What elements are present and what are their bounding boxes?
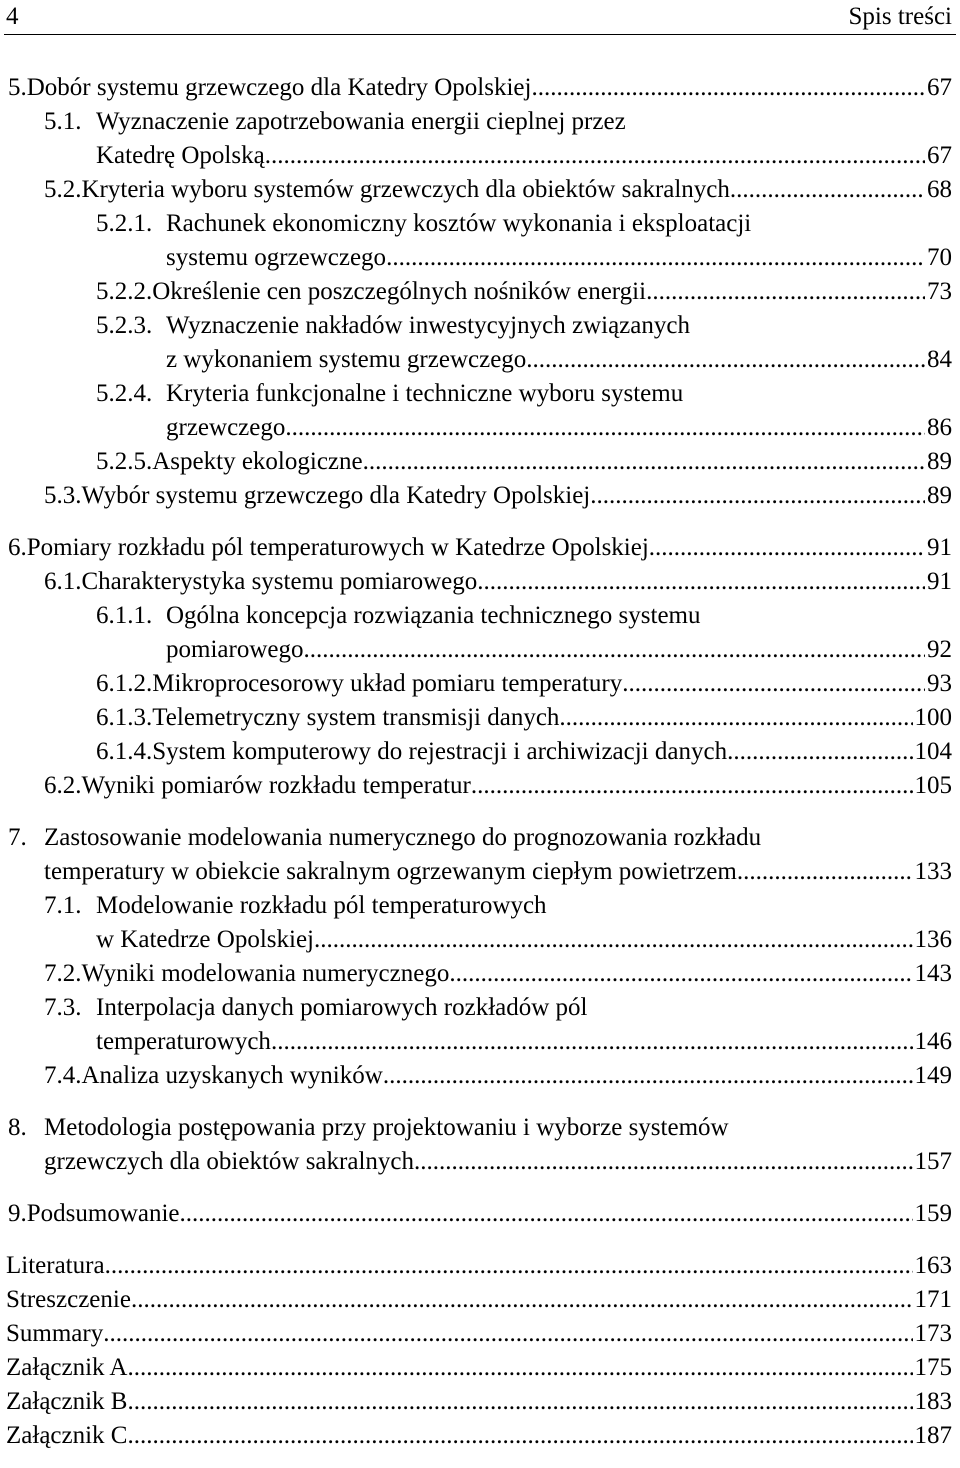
toc-page-number: 173 xyxy=(914,1320,952,1347)
toc-entry[interactable] xyxy=(0,1351,960,1385)
toc-leader-dots xyxy=(649,531,925,565)
toc-entry-number: 5.2. xyxy=(44,176,82,203)
toc-entry[interactable] xyxy=(0,531,960,565)
toc-entry-title: Literatura xyxy=(6,1252,105,1279)
toc-entry[interactable] xyxy=(0,309,960,377)
toc-entry-title: Podsumowanie xyxy=(26,1200,180,1227)
table-of-contents xyxy=(0,71,960,1453)
toc-page-number: 89 xyxy=(927,482,952,509)
toc-entry-title: Załącznik B xyxy=(6,1388,128,1415)
toc-leader-dots xyxy=(127,1351,912,1385)
toc-page-number: 171 xyxy=(914,1286,952,1313)
toc-page-number: 146 xyxy=(914,1028,952,1055)
toc-page-number: 86 xyxy=(927,414,952,441)
toc-entry-line xyxy=(44,991,952,1025)
toc-entry-title: System komputerowy do rejestracji i archiwizacji danych xyxy=(152,738,728,765)
toc-entry-title: Załącznik C xyxy=(6,1422,128,1449)
toc-leader-dots xyxy=(526,343,925,377)
toc-entry-number: 5.2.5. xyxy=(96,448,153,475)
toc-entry-title: Summary xyxy=(6,1320,104,1347)
toc-entry-title: Dobór systemu grzewczego dla Katedry Opolskiej xyxy=(26,74,532,101)
toc-page-number: 157 xyxy=(914,1148,952,1175)
toc-entry-line xyxy=(8,531,952,565)
toc-entry-line xyxy=(166,241,952,275)
toc-leader-dots xyxy=(737,855,913,889)
toc-entry-number: 6.1.3. xyxy=(96,704,153,731)
running-title: Spis treści xyxy=(848,3,952,30)
toc-entry-number: 6.1. xyxy=(44,568,82,595)
toc-entry[interactable] xyxy=(0,1197,960,1231)
toc-entry-title: Wybór systemu grzewczego dla Katedry Opolskiej xyxy=(81,482,591,509)
toc-entry-number: 5.2.2. xyxy=(96,278,153,305)
toc-entry-number: 6.2. xyxy=(44,772,82,799)
toc-entry-line xyxy=(96,667,952,701)
toc-page-number: 163 xyxy=(914,1252,952,1279)
toc-page-number: 67 xyxy=(927,74,952,101)
toc-entry-title: Charakterystyka systemu pomiarowego xyxy=(81,568,478,595)
toc-entry[interactable] xyxy=(0,1249,960,1283)
toc-entry[interactable] xyxy=(0,1111,960,1179)
toc-page-number: 187 xyxy=(914,1422,952,1449)
toc-entry[interactable] xyxy=(0,479,960,513)
toc-entry-title: Ogólna koncepcja rozwiązania technicznego systemu xyxy=(166,602,701,629)
toc-page-number: 73 xyxy=(927,278,952,305)
toc-page-number: 175 xyxy=(914,1354,952,1381)
toc-entry-line xyxy=(44,565,952,599)
toc-entry-line xyxy=(44,855,952,889)
toc-entry-line xyxy=(96,275,952,309)
toc-entry[interactable] xyxy=(0,991,960,1059)
toc-entry-line xyxy=(6,1283,952,1317)
toc-entry[interactable] xyxy=(0,667,960,701)
toc-entry-title: Modelowanie rozkładu pól temperaturowych xyxy=(96,892,547,919)
toc-page-number: 136 xyxy=(914,926,952,953)
toc-leader-dots xyxy=(471,769,913,803)
toc-leader-dots xyxy=(303,633,925,667)
section-spacer xyxy=(0,803,960,821)
toc-entry-line xyxy=(44,1145,952,1179)
toc-entry[interactable] xyxy=(0,889,960,957)
toc-entry[interactable] xyxy=(0,377,960,445)
toc-entry-title: Wyznaczenie zapotrzebowania energii cieplnej przez xyxy=(96,108,626,135)
toc-entry[interactable] xyxy=(0,565,960,599)
toc-entry-title: Wyznaczenie nakładów inwestycyjnych związanych xyxy=(166,312,690,339)
page-header xyxy=(0,0,960,36)
toc-page-number: 70 xyxy=(927,244,952,271)
toc-leader-dots xyxy=(727,735,912,769)
toc-entry-number: 6.1.4. xyxy=(96,738,153,765)
toc-entry-title: Metodologia postępowania przy projektowaniu i wyborze systemów xyxy=(44,1114,729,1141)
toc-entry-title: z wykonaniem systemu grzewczego xyxy=(166,346,527,373)
toc-entry-title: Rachunek ekonomiczny kosztów wykonania i eksploatacji xyxy=(166,210,752,237)
toc-entry-line xyxy=(166,343,952,377)
toc-page-number: 93 xyxy=(927,670,952,697)
toc-entry-line xyxy=(44,173,952,207)
section-spacer xyxy=(0,1179,960,1197)
toc-leader-dots xyxy=(590,479,925,513)
toc-entry-number: 5.2.1. xyxy=(96,210,153,237)
toc-entry-line xyxy=(96,309,952,343)
toc-page-number: 183 xyxy=(914,1388,952,1415)
toc-entry-line xyxy=(96,445,952,479)
toc-entry-line xyxy=(96,377,952,411)
toc-entry-title: w Katedrze Opolskiej xyxy=(96,926,314,953)
toc-entry-title: Aspekty ekologiczne xyxy=(152,448,363,475)
toc-entry-title: grzewczego xyxy=(166,414,286,441)
header-rule xyxy=(4,34,956,35)
toc-leader-dots xyxy=(271,1025,913,1059)
toc-leader-dots xyxy=(531,71,925,105)
toc-entry-number: 7.1. xyxy=(44,892,82,919)
toc-entry[interactable] xyxy=(0,275,960,309)
toc-entry-line xyxy=(6,1419,952,1453)
toc-entry[interactable] xyxy=(0,769,960,803)
toc-entry-number: 5.2.3. xyxy=(96,312,153,339)
toc-entry[interactable] xyxy=(0,1385,960,1419)
toc-entry-title: Katedrę Opolską xyxy=(96,142,265,169)
section-spacer xyxy=(0,1093,960,1111)
toc-entry-line xyxy=(8,1197,952,1231)
toc-entry-title: temperatury w obiekcie sakralnym ogrzewanym ciepłym powietrzem xyxy=(44,858,737,885)
toc-entry-number: 9. xyxy=(8,1200,27,1227)
toc-entry[interactable] xyxy=(0,105,960,173)
toc-leader-dots xyxy=(622,667,925,701)
toc-entry-line xyxy=(6,1351,952,1385)
toc-leader-dots xyxy=(180,1197,913,1231)
toc-page-number: 159 xyxy=(914,1200,952,1227)
toc-entry-title: Pomiary rozkładu pól temperaturowych w Katedrze Opolskiej xyxy=(26,534,649,561)
toc-entry-title: Wyniki pomiarów rozkładu temperatur xyxy=(81,772,471,799)
toc-entry-title: Kryteria funkcjonalne i techniczne wyboru systemu xyxy=(166,380,684,407)
toc-leader-dots xyxy=(646,275,925,309)
toc-entry-title: Interpolacja danych pomiarowych rozkładów pól xyxy=(96,994,588,1021)
toc-page-number: 89 xyxy=(927,448,952,475)
toc-page-number: 100 xyxy=(914,704,952,731)
toc-entry-line xyxy=(44,479,952,513)
toc-entry-line xyxy=(6,1249,952,1283)
toc-entry-title: Zastosowanie modelowania numerycznego do prognozowania rozkładu xyxy=(44,824,762,851)
toc-entry[interactable] xyxy=(0,735,960,769)
toc-entry-number: 6. xyxy=(8,534,27,561)
toc-leader-dots xyxy=(314,923,913,957)
toc-entry[interactable] xyxy=(0,173,960,207)
toc-leader-dots xyxy=(363,445,925,479)
toc-entry-title: pomiarowego xyxy=(166,636,304,663)
section-spacer xyxy=(0,1231,960,1249)
toc-leader-dots xyxy=(105,1249,913,1283)
toc-entry-number: 5.3. xyxy=(44,482,82,509)
toc-entry[interactable] xyxy=(0,599,960,667)
toc-entry-line xyxy=(44,105,952,139)
toc-entry-title: Streszczenie xyxy=(6,1286,131,1313)
section-spacer xyxy=(0,513,960,531)
toc-page-number: 143 xyxy=(914,960,952,987)
toc-leader-dots xyxy=(477,565,925,599)
toc-leader-dots xyxy=(383,1059,913,1093)
toc-entry-line xyxy=(44,957,952,991)
toc-entry-title: Określenie cen poszczególnych nośników energii xyxy=(152,278,647,305)
toc-leader-dots xyxy=(449,957,912,991)
toc-entry-title: Analiza uzyskanych wyników xyxy=(81,1062,383,1089)
toc-entry-line xyxy=(96,923,952,957)
toc-entry-line xyxy=(96,207,952,241)
toc-page-number: 84 xyxy=(927,346,952,373)
toc-entry-number: 6.1.1. xyxy=(96,602,153,629)
toc-leader-dots xyxy=(127,1419,912,1453)
toc-entry-number: 7.4. xyxy=(44,1062,82,1089)
toc-page-number: 68 xyxy=(927,176,952,203)
toc-entry-line xyxy=(8,1111,952,1145)
toc-entry-line xyxy=(44,769,952,803)
toc-leader-dots xyxy=(559,701,912,735)
toc-entry-line xyxy=(6,1385,952,1419)
toc-entry-number: 7. xyxy=(8,824,27,851)
toc-leader-dots xyxy=(285,411,925,445)
toc-page-number: 67 xyxy=(927,142,952,169)
toc-entry[interactable] xyxy=(0,821,960,889)
toc-entry-number: 5.1. xyxy=(44,108,82,135)
toc-entry-line xyxy=(96,599,952,633)
toc-entry[interactable] xyxy=(0,71,960,105)
toc-entry-number: 5.2.4. xyxy=(96,380,153,407)
toc-entry-title: systemu ogrzewczego xyxy=(166,244,387,271)
toc-entry[interactable] xyxy=(0,1283,960,1317)
toc-entry-line xyxy=(166,633,952,667)
toc-entry[interactable] xyxy=(0,1317,960,1351)
toc-entry-line xyxy=(44,889,952,923)
toc-leader-dots xyxy=(386,241,925,275)
toc-page-number: 104 xyxy=(914,738,952,765)
toc-entry-title: Załącznik A xyxy=(6,1354,128,1381)
toc-entry-number: 8. xyxy=(8,1114,27,1141)
toc-entry-line xyxy=(6,1317,952,1351)
toc-leader-dots xyxy=(414,1145,913,1179)
toc-entry-line xyxy=(44,1059,952,1093)
toc-page-number: 149 xyxy=(914,1062,952,1089)
toc-entry-title: Telemetryczny system transmisji danych xyxy=(152,704,560,731)
toc-entry-line xyxy=(96,701,952,735)
toc-leader-dots xyxy=(131,1283,913,1317)
toc-entry-line xyxy=(96,1025,952,1059)
toc-leader-dots xyxy=(127,1385,912,1419)
toc-entry[interactable] xyxy=(0,207,960,275)
toc-entry-title: grzewczych dla obiektów sakralnych xyxy=(44,1148,414,1175)
toc-page-number: 91 xyxy=(927,534,952,561)
toc-leader-dots xyxy=(265,139,925,173)
toc-entry[interactable] xyxy=(0,1059,960,1093)
toc-page-number: 92 xyxy=(927,636,952,663)
toc-entry-line xyxy=(8,71,952,105)
toc-entry-title: Kryteria wyboru systemów grzewczych dla obiektów sakralnych xyxy=(81,176,730,203)
toc-entry-title: temperaturowych xyxy=(96,1028,271,1055)
toc-entry[interactable] xyxy=(0,957,960,991)
toc-leader-dots xyxy=(103,1317,912,1351)
toc-entry-line xyxy=(96,735,952,769)
toc-entry-line xyxy=(166,411,952,445)
toc-entry-line xyxy=(96,139,952,173)
toc-entry-number: 7.2. xyxy=(44,960,82,987)
toc-entry-number: 7.3. xyxy=(44,994,82,1021)
toc-leader-dots xyxy=(730,173,925,207)
toc-entry[interactable] xyxy=(0,445,960,479)
toc-page-number: 105 xyxy=(914,772,952,799)
toc-page-number: 133 xyxy=(914,858,952,885)
toc-entry[interactable] xyxy=(0,701,960,735)
toc-entry-line xyxy=(8,821,952,855)
toc-page-number: 91 xyxy=(927,568,952,595)
page-number: 4 xyxy=(6,3,19,30)
toc-entry-number: 5. xyxy=(8,74,27,101)
toc-entry-title: Mikroprocesorowy układ pomiaru temperatury xyxy=(152,670,623,697)
toc-entry-number: 6.1.2. xyxy=(96,670,153,697)
toc-entry-title: Wyniki modelowania numerycznego xyxy=(81,960,450,987)
toc-entry[interactable] xyxy=(0,1419,960,1453)
